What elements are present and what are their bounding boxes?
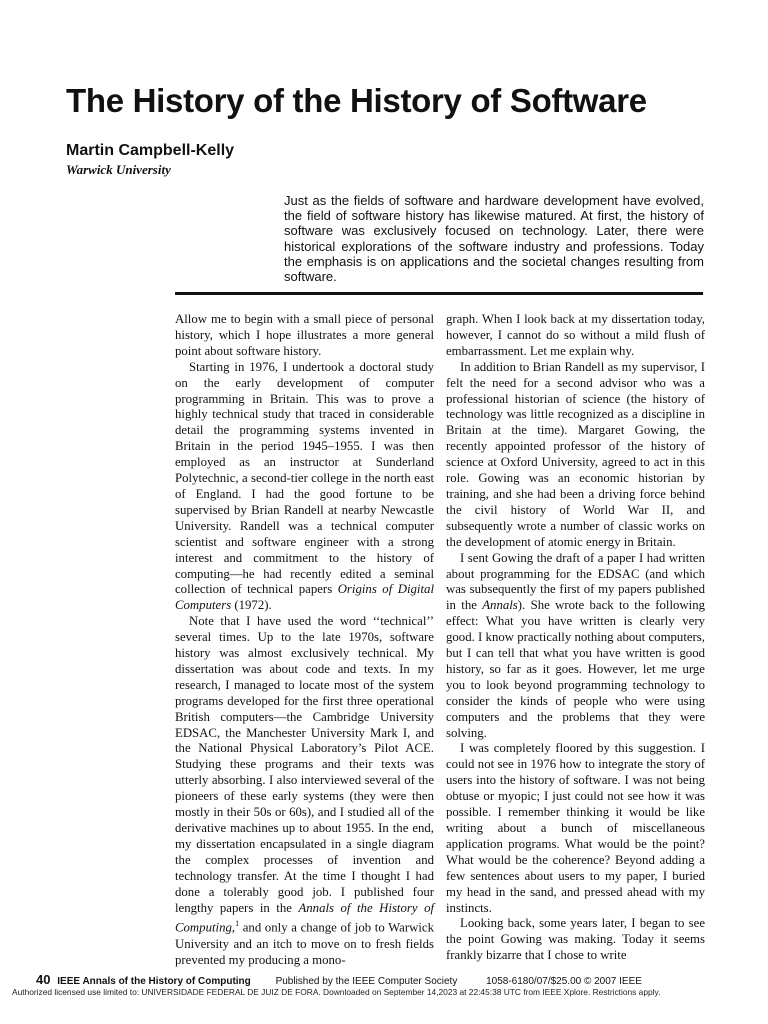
paragraph: I was completely floored by this suggestion. I could not see in 1976 how to integrate the story of users into the history of software. I was not being obtuse or myopic; I just could not see how it was possible. I remember thinking it would be like writing about a bunch of miscellaneous application programs. What would be the point? What would be the coherence? Beyond adding a few sentences about users to my paper, I buried my head in the sand, and pressed ahead with my instincts. (446, 741, 705, 915)
abstract: Just as the fields of software and hardware development have evolved, the field of software history has likewise matured. At first, the history of software was exclusively focused on technology. Later, there were historical explorations of the software industry and professions. Today the emphasis is on applications and the societal changes resulting from software. (284, 193, 704, 285)
license-notice: Authorized licensed use limited to: UNIVERSIDADE FEDERAL DE JUIZ DE FORA. Downloaded on September 14,2023 at 22:45:38 UTC from IEEE Xplore. Restrictions apply. (12, 987, 661, 997)
paragraph: I sent Gowing the draft of a paper I had written about programming for the EDSAC (and which was subsequently the first of my papers published in the Annals). She wrote back to the following effect: What you have written is clearly very good. I know practically nothing about computers, but I can tell that what you have written is good history, so far as it goes. However, let me urge you to look beyond programming technology to consider the kinds of people who were using computers and the problems that they were solving. (446, 550, 705, 740)
paragraph: Allow me to begin with a small piece of personal history, which I hope illustrates a more general point about software history. (175, 312, 434, 358)
section-divider (175, 292, 703, 295)
footnote-ref: 1 (235, 919, 240, 929)
paragraph: Looking back, some years later, I began to see the point Gowing was making. Today it seems frankly bizarre that I chose to write (446, 916, 705, 963)
body-column-right (446, 312, 705, 964)
author-affiliation: Warwick University (66, 162, 171, 177)
article-title: The History of the History of Software (66, 82, 647, 119)
paragraph: Starting in 1976, I undertook a doctoral study on the early development of computer programming in Britain. This was to prove a highly technical study that traced in considerable detail the programming systems invented in Britain in the period 1945–1955. I was then employed as an instructor at Sunderland Polytechnic, a second-tier college in the north east of England. I had the good fortune to be supervised by Brian Randell at nearby Newcastle University. Randell was a technical computer scientist and software engineer with a strong interest and commitment to the history of computing—he had recently edited a seminal collection of technical papers Origins of Digital Computers (1972). (175, 359, 434, 613)
paragraph: graph. When I look back at my dissertation today, however, I cannot do so without a mild flush of embarrassment. Let me explain why. (446, 312, 705, 358)
issn-copyright: 1058-6180/07/$25.00 © 2007 IEEE (486, 976, 642, 987)
book-title: Origins of Digital Computers (175, 582, 434, 613)
publisher-note: Published by the IEEE Computer Society (275, 976, 458, 987)
paragraph: Note that I have used the word ‘‘technical’’ several times. Up to the late 1970s, software history was almost exclusively technical. My dissertation was about code and texts. In my research, I managed to locate most of the system programs developed for the first three operational British computers—the Cambridge University EDSAC, the Manchester University Mark I, and the National Physical Laboratory’s Pilot ACE. Studying these programs and their texts was utterly absorbing. I also interviewed several of the pioneers of these early systems (they were then mostly in their 50s or 60s), and I studied all of the derivative machines up to about 1955. In the end, my dissertation encapsulated in a single diagram the complex processes of invention and technology transfer. At the time I thought I had done a tolerably good job. I published four lengthy papers in the Annals of the History of Computing,$^1$ and only a change of job to Warwick University and an itch to move on to fresh fields prevented my producing a mono- (175, 614, 435, 967)
page-footer (36, 972, 716, 987)
author-name: Martin Campbell-Kelly (66, 142, 235, 159)
journal-title: Annals (482, 598, 518, 613)
body-column-left (175, 312, 434, 968)
page-number: 40 (36, 972, 51, 987)
paragraph: In addition to Brian Randell as my supervisor, I felt the need for a second advisor who was a professional historian of science (the history of technology was little recognized as a discipline in Britain at the time). Margaret Gowing, the recently appointed professor of the history of science at Oxford University, agreed to act in this role. Gowing was an economic historian by training, and she had been a driving force behind the civil history of World War II, and subsequently wrote a number of classic works on the development of atomic energy in Britain. (446, 359, 705, 549)
journal-name: IEEE Annals of the History of Computing (57, 976, 251, 987)
journal-title: Annals of the History of Computing, (175, 900, 435, 935)
